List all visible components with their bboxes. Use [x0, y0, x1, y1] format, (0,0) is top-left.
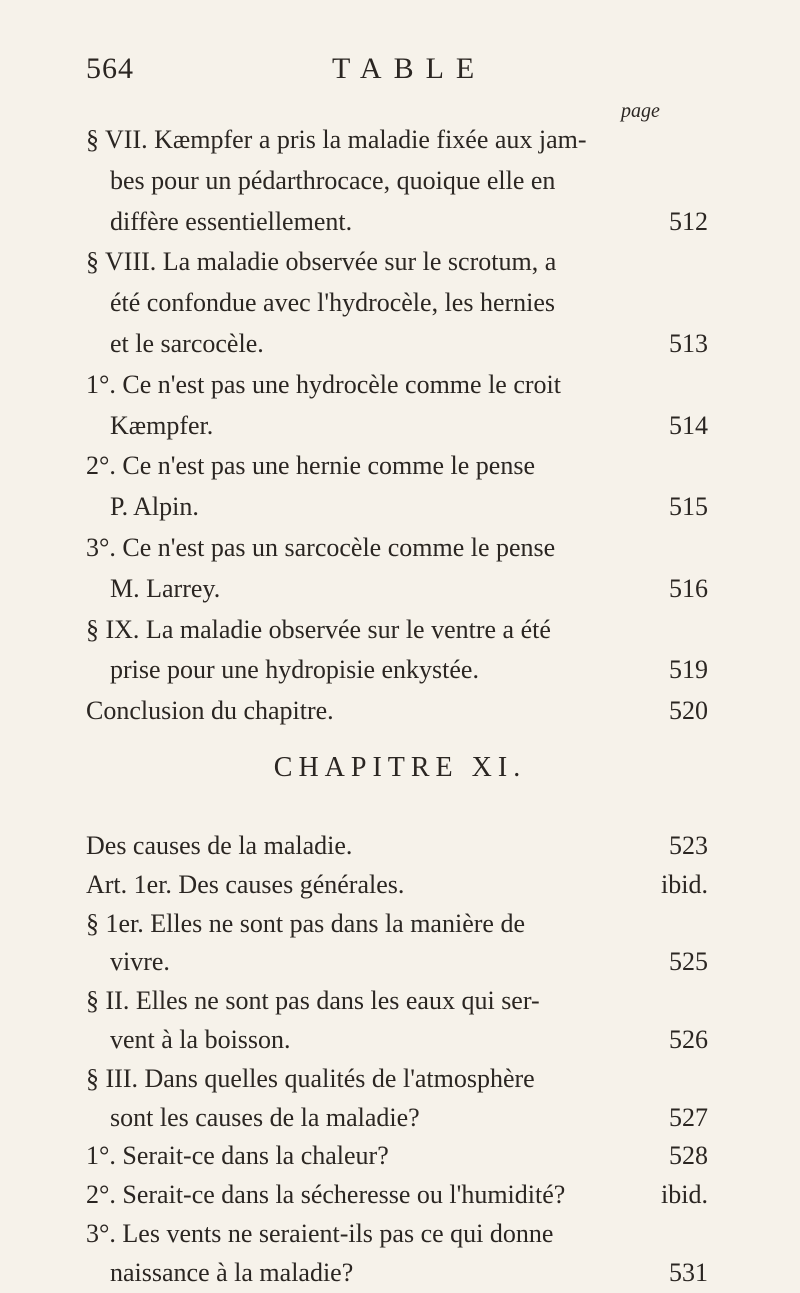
chapter-heading: CHAPITRE XI. — [273, 752, 527, 783]
toc-entry-text: § II. Elles ne sont pas dans les eaux qui ser- — [86, 986, 540, 1016]
toc-line — [0, 161, 800, 201]
toc-line — [0, 528, 800, 568]
toc-entry-text: vivre. — [110, 947, 170, 977]
toc-entry-page: 515 — [669, 492, 708, 522]
toc-entry-text: diffère essentiellement. — [110, 206, 353, 236]
toc-entry-text: été confondue avec l'hydrocèle, les hernies — [110, 288, 556, 318]
page-header — [86, 52, 706, 92]
toc-line — [0, 865, 800, 905]
toc-line — [0, 826, 800, 866]
toc-entry-text: sont les causes de la maladie? — [110, 1102, 420, 1132]
toc-line — [0, 242, 800, 282]
toc-entry-text: naissance à la maladie? — [110, 1257, 354, 1287]
toc-entry-page: 514 — [669, 410, 708, 440]
toc-entry-text: M. Larrey. — [110, 573, 221, 603]
toc-entry-page: 525 — [669, 947, 708, 977]
toc-entry-text: § VII. Kæmpfer a pris la maladie fixée aux jam- — [86, 125, 587, 154]
toc-entry-text: Des causes de la maladie. — [86, 831, 353, 860]
toc-entry-text: Kæmpfer. — [110, 410, 214, 440]
toc-entry-text: Art. 1er. Des causes générales. — [86, 869, 405, 899]
toc-line — [0, 120, 800, 160]
toc-entry-page: 527 — [669, 1102, 708, 1132]
page-number: 564 — [86, 52, 134, 85]
toc-entry-page: 523 — [669, 831, 708, 860]
toc-entry-text: 1°. Serait-ce dans la chaleur? — [86, 1141, 389, 1171]
toc-line — [0, 1098, 800, 1138]
toc-entry-text: bes pour un pédarthrocace, quoique elle en — [110, 165, 556, 195]
toc-entry-text: § III. Dans quelles qualités de l'atmosphère — [86, 1063, 535, 1093]
toc-line — [0, 1214, 800, 1254]
toc-line — [0, 1136, 800, 1176]
toc-line — [0, 691, 800, 731]
toc-entry-text: § IX. La maladie observée sur le ventre a été — [86, 614, 551, 644]
toc-entry-page: 513 — [669, 329, 708, 358]
toc-line — [0, 324, 800, 364]
toc-entry-text: § 1er. Elles ne sont pas dans la manière de — [86, 908, 525, 938]
toc-line — [0, 487, 800, 527]
toc-entry-page: 531 — [669, 1257, 708, 1287]
toc-line — [0, 1020, 800, 1060]
toc-entry-page: ibid. — [661, 1180, 708, 1210]
toc-entry-text: 1°. Ce n'est pas une hydrocèle comme le croit — [86, 369, 561, 399]
toc-line — [0, 942, 800, 982]
toc-entry-page: 528 — [669, 1141, 708, 1171]
toc-line — [0, 283, 800, 323]
toc-line — [0, 365, 800, 405]
toc-entry-text: 2°. Serait-ce dans la sécheresse ou l'humidité? — [86, 1180, 566, 1210]
toc-entry-text: 3°. Les vents ne seraient-ils pas ce qui donne — [86, 1219, 554, 1248]
toc-entry-page: 526 — [669, 1025, 708, 1054]
toc-entry-text: § VIII. La maladie observée sur le scrotum, a — [86, 247, 557, 277]
toc-line — [0, 406, 800, 446]
toc-entry-text: P. Alpin. — [110, 492, 199, 522]
page-column-label: page — [621, 100, 660, 122]
toc-line — [0, 446, 800, 486]
toc-line — [0, 904, 800, 944]
toc-entry-text: prise pour une hydropisie enkystée. — [110, 655, 479, 685]
toc-entry-page: 512 — [669, 206, 708, 236]
toc-line — [0, 1253, 800, 1293]
toc-line — [0, 610, 800, 650]
toc-entry-text: vent à la boisson. — [110, 1025, 291, 1054]
toc-entry-page: ibid. — [661, 869, 708, 899]
toc-line — [0, 1175, 800, 1215]
toc-line — [0, 202, 800, 242]
toc-entry-text: et le sarcocèle. — [110, 329, 264, 358]
toc-line — [0, 1059, 800, 1099]
toc-entry-text: 3°. Ce n'est pas un sarcocèle comme le pense — [86, 533, 556, 562]
toc-entry-text: Conclusion du chapitre. — [86, 696, 334, 726]
toc-line — [0, 650, 800, 690]
toc-line — [0, 569, 800, 609]
toc-line — [0, 981, 800, 1021]
toc-entry-text: 2°. Ce n'est pas une hernie comme le pense — [86, 451, 535, 481]
toc-entry-page: 519 — [669, 655, 708, 685]
toc-entry-page: 516 — [669, 573, 708, 603]
running-title: TABLE — [332, 52, 487, 85]
toc-entry-page: 520 — [669, 696, 708, 726]
